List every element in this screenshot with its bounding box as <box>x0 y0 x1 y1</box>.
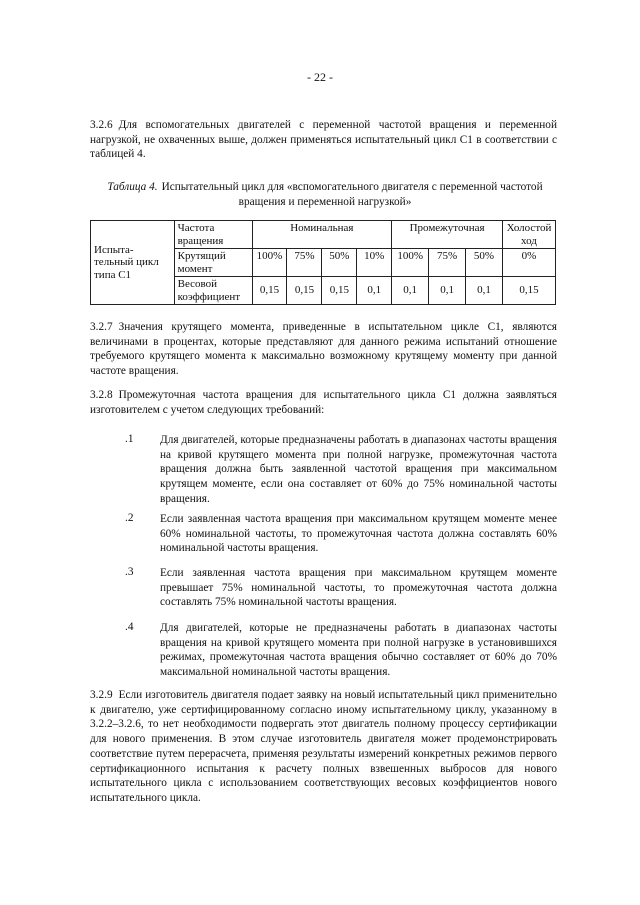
item-number: .3 <box>125 566 134 578</box>
weight-cell: 0,1 <box>357 277 392 305</box>
paragraph-number: 3.2.7 <box>90 321 113 333</box>
torque-cell: 50% <box>322 249 357 277</box>
paragraph-3-2-7 <box>90 320 557 379</box>
paragraph-text: Для вспомогательных двигателей с переменной частотой вращения и переменной нагрузкой, не охваченных выше, должен применяться испытательный цикл С1 в соответствии с таблицей 4. <box>90 119 557 161</box>
item-number: .1 <box>125 433 134 445</box>
torque-cell: 50% <box>466 249 503 277</box>
paragraph-text: Промежуточная частота вращения для испытательного цикла С1 должна заявляться изготовителем с учетом следующих требований: <box>90 389 557 416</box>
item-number: .4 <box>125 621 134 633</box>
paragraph-text: Значения крутящего момента, приведенные в испытательном цикле С1, являются величинами в процентах, которые представляют для данного режима испытаний отношение требуемого крутящего момента к максимально возможному крутящему моменту при данной частоте вращения. <box>90 321 557 378</box>
paragraph-3-2-8 <box>90 388 557 417</box>
row-header-cell: Испыта-тельный цикл типа С1 <box>91 221 175 305</box>
weight-cell: 0,1 <box>466 277 503 305</box>
paragraph-number: 3.2.8 <box>90 389 113 401</box>
paragraph-text: Если изготовитель двигателя подает заявку на новый испытательный цикл применительно к двигателю, уже сертифицированному согласно иному испытательному циклу, указанному в 3.2.2–3.2.6, то нет необходимости подвергать этот двигатель полному процессу сертификации для нового применения. В этом случае изготовитель двигателя может продемонстрировать соответствие путем перерасчета, применяя результаты измерений конкретных режимов первого сертификационного испытания к расчету полных взвешенных выбросов для нового испытательного цикла с использованием соответствующих весовых коэффициентов нового испытательного цикла. <box>90 689 557 804</box>
weight-cell: 0,15 <box>252 277 287 305</box>
torque-cell: 75% <box>429 249 466 277</box>
page-number: - 22 - <box>307 70 333 84</box>
table-row <box>91 221 556 249</box>
group-idle-cell: Холостой ход <box>502 221 555 249</box>
torque-cell: 0% <box>502 249 555 277</box>
list-item: Если заявленная частота вращения при максимальном крутящем моменте менее 60% номинальной частоты, то промежуточная частота должна составлять 60% номинальной частоты вращения. <box>160 513 557 555</box>
weight-cell: 0,15 <box>287 277 322 305</box>
table-caption-text: Испытательный цикл для «вспомогательного двигателя с переменной частотой вращения и переменной нагрузкой» <box>161 181 543 208</box>
weight-cell: 0,1 <box>429 277 466 305</box>
paragraph-number: 3.2.9 <box>90 689 113 701</box>
weight-label-cell: Весовой коэффициент <box>174 277 252 305</box>
group-intermediate-cell: Промежуточная <box>392 221 503 249</box>
speed-label-cell: Частота вращения <box>174 221 252 249</box>
weight-cell: 0,15 <box>502 277 555 305</box>
weight-cell: 0,15 <box>322 277 357 305</box>
list-item: Если заявленная частота вращения при максимальном крутящем моменте превышает 75% номинальной частоты, то промежуточная частота должна составлять 75% номинальной частоты вращения. <box>160 567 557 609</box>
paragraph-3-2-6 <box>90 118 557 162</box>
torque-cell: 10% <box>357 249 392 277</box>
table-caption-label: Таблица 4. <box>107 181 158 193</box>
group-nominal-cell: Номинальная <box>252 221 392 249</box>
table-caption <box>100 180 550 209</box>
torque-label-cell: Крутящий момент <box>174 249 252 277</box>
torque-cell: 100% <box>252 249 287 277</box>
weight-cell: 0,1 <box>392 277 429 305</box>
list-item: Для двигателей, которые предназначены работать в диапазонах частоты вращения на кривой крутящего момента при полной нагрузке, промежуточная частота вращения должна быть заявленной частотой вращения при максимальном крутящем моменте, если она составляет от 60% до 75% номинальной частоты вращения. <box>160 434 557 505</box>
list-item: Для двигателей, которые не предназначены работать в диапазонах частоты вращения на кривой крутящего момента при полной нагрузке в установившихся режимах, промежуточная частота вращения обычно составляет от 60% до 70% максимальной номинальной частоты вращения. <box>160 622 557 679</box>
test-cycle-table <box>90 220 556 305</box>
paragraph-3-2-9 <box>90 688 557 806</box>
torque-cell: 100% <box>392 249 429 277</box>
torque-cell: 75% <box>287 249 322 277</box>
paragraph-number: 3.2.6 <box>90 119 113 131</box>
item-number: .2 <box>125 512 134 524</box>
